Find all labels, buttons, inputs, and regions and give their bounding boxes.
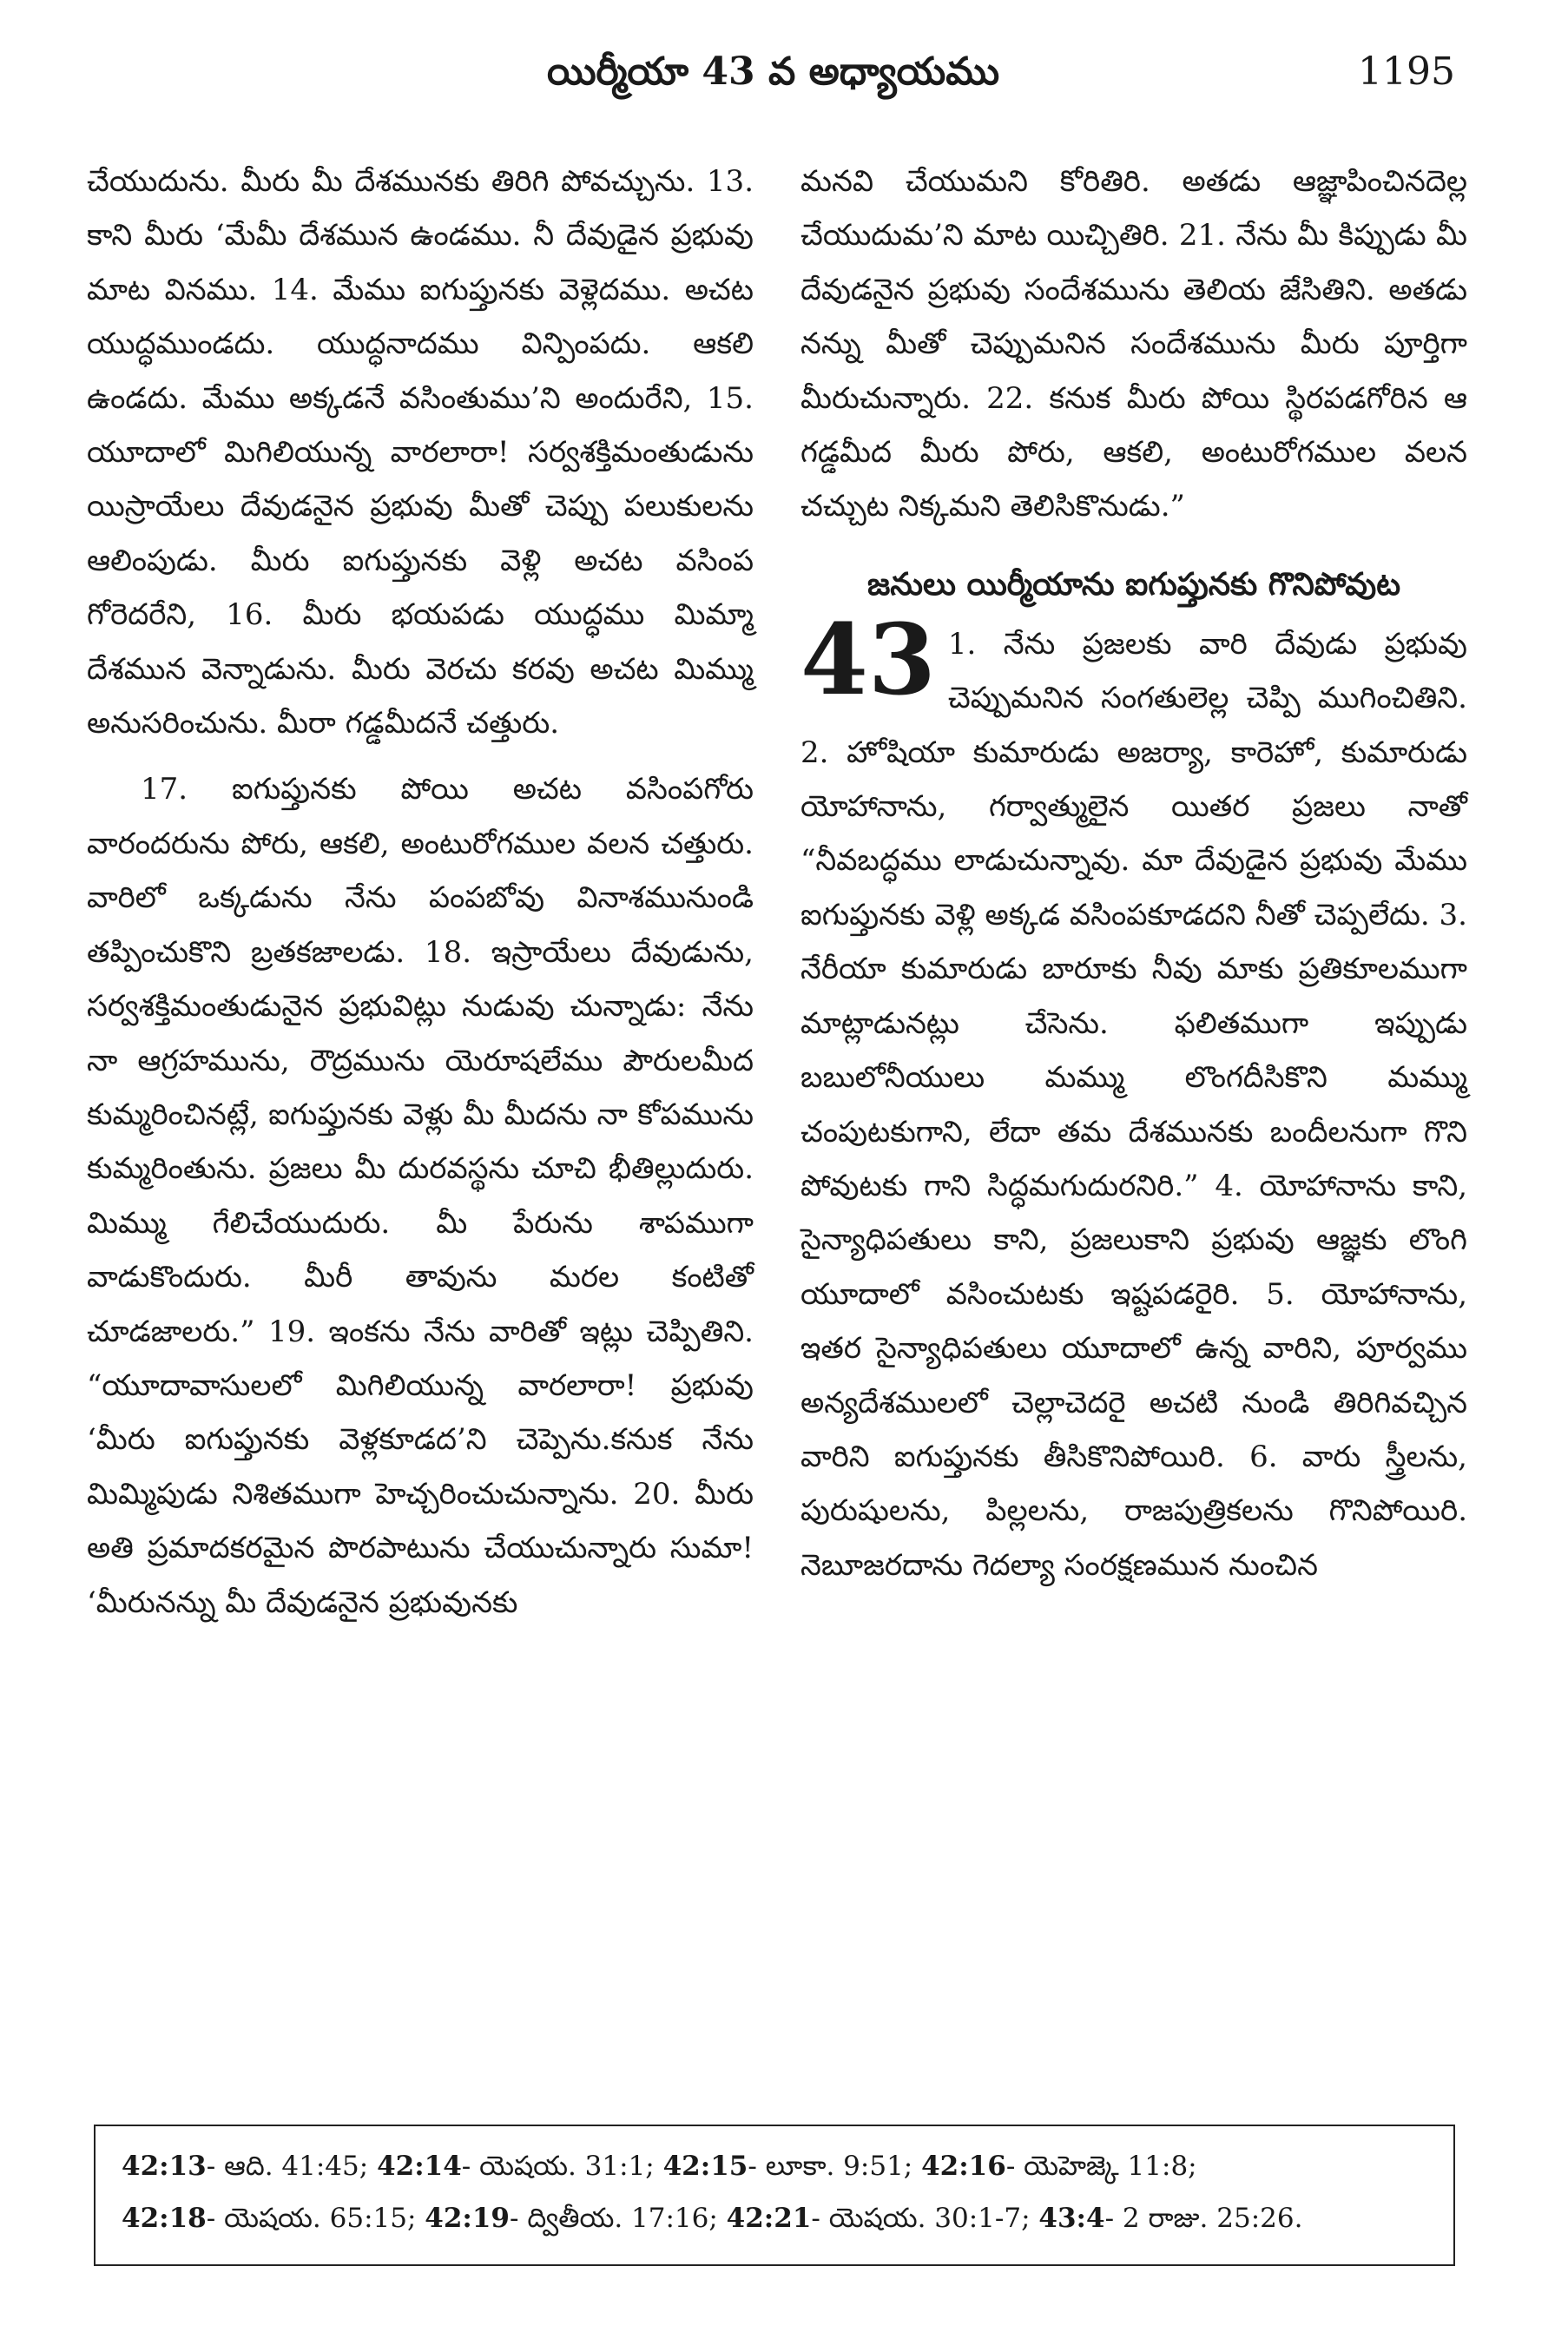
cross-reference: 42:18- యెషయ. 65:15; (122, 2203, 417, 2234)
chapter-text: 1. నేను ప్రజలకు వారి దేవుడు ప్రభువు చెప్పుమనిన సంగతులెల్ల చెప్పి ముగించితిని. 2. హోషియా కుమారుడు అజర్యా, కారెహో, కుమారుడు యోహానాను, గర్వాత్ములైన యితర ప్రజలు నాతో “నీవబద్ధము లాడుచున్నావు. మా దేవుడైన ప్రభువు మేము ఐగుప్తునకు వెళ్లి అక్కడ వసింపకూడదని నీతో చెప్పలేదు. 3. నేరీయా కుమారుడు బారూకు నీవు మాకు ప్రతికూలముగా మాట్లాడునట్లు చేసెను. ఫలితముగా ఇప్పుడు బబులోనీయులు మమ్ము లొంగదీసికొని మమ్ము చంపుటకుగాని, లేదా తమ దేశమునకు బందీలనుగా గొని పోవుటకు గాని సిద్ధమగుదురనిరి.” 4. యోహానాను కాని, సైన్యాధిపతులు కాని, ప్రజలుకాని ప్రభువు ఆజ్ఞకు లొంగి యూదాలో వసించుటకు ఇష్టపడరైరి. 5. యోహానాను, ఇతర సైన్యాధిపతులు యూదాలో ఉన్న వారిని, పూర్వము అన్యదేశములలో చెల్లాచెదరై అచటి నుండి తిరిగివచ్చిన వారిని ఐగుప్తునకు తీసికొనిపోయిరి. 6. వారు స్త్రీలను, పురుషులను, పిల్లలను, రాజపుత్రికలను గొనిపోయిరి. నెబూజరదాను గెదల్యా సంరక్షణమున నుంచిన (800, 626, 1467, 1583)
xref-target: ద్వితీయ. 17:16; (527, 2203, 718, 2234)
xref-verse: 42:21 (726, 2203, 812, 2234)
xref-target: 2 రాజు. 25:26. (1122, 2203, 1303, 2234)
cross-reference: 42:19- ద్వితీయ. 17:16; (425, 2203, 718, 2234)
xref-verse: 42:14 (377, 2151, 462, 2182)
verse-paragraph: మనవి చేయుమని కోరితిరి. అతడు ఆజ్ఞాపించినదెల్ల చేయుదుమ’ని మాట యిచ్చితిరి. 21. నేను మీ కిప్పుడు మీ దేవుడనైన ప్రభువు సందేశమును తెలియ జేసితిని. అతడు నన్ను మీతో చెప్పుమనిన సందేశమును మీరు పూర్తిగా మీరుచున్నారు. 22. కనుక మీరు పోయి స్థిరపడగోరిన ఆ గడ్డమీద మీరు పోరు, ఆకలి, అంటురోగముల వలన చచ్చుట నిక్కమని తెలిసికొనుడు.” (800, 164, 1467, 524)
right-column (800, 155, 1467, 1592)
cross-reference: 42:15- లూకా. 9:51; (662, 2151, 913, 2182)
page-header (91, 39, 1455, 117)
xref-verse: 42:13 (122, 2151, 207, 2182)
cross-reference: 42:13- ఆది. 41:45; (122, 2151, 369, 2182)
verse-paragraph: 17. ఐగుప్తునకు పోయి అచట వసింపగోరు వారందరును పోరు, ఆకలి, అంటురోగముల వలన చత్తురు. వారిలో ఒక్కడును నేను పంపబోవు వినాశమునుండి తప్పించుకొని బ్రతకజాలడు. 18. ఇస్రాయేలు దేవుడును, సర్వశక్తిమంతుడునైన ప్రభువిట్లు నుడువు చున్నాడు: నేను నా ఆగ్రహమును, రౌద్రమును యెరూషలేము పౌరులమీద కుమ్మరించినట్లే, ఐగుప్తునకు వెళ్లు మీ మీదను నా కోపమును కుమ్మరింతును. ప్రజలు మీ దురవస్థను చూచి భీతిల్లుదురు. మిమ్ము గేలిచేయుదురు. మీ పేరును శాపముగా వాడుకొందురు. మీరీ తావును మరల కంటితో చూడజాలరు.” 19. ఇంకను నేను వారితో ఇట్లు చెప్పితిని. “యూదావాసులలో మిగిలియున్న వారలారా! ప్రభువు ‘మీరు ఐగుప్తునకు వెళ్లకూడద’ని చెప్పెను.కనుక నేను మిమ్మిపుడు నిశితముగా హెచ్చరించుచున్నాను. 20. మీరు అతి ప్రమాదకరమైన పొరపాటును చేయుచున్నారు సుమా! ‘మీరునన్ను మీ దేవుడనైన ప్రభువునకు (87, 772, 754, 1620)
xref-verse: 43:4 (1038, 2203, 1105, 2234)
cross-reference: 42:16- యెహెజ్కె 11:8; (921, 2151, 1197, 2182)
xref-target: ఆది. 41:45; (224, 2151, 369, 2182)
xref-target: యెషయ. 30:1-7; (828, 2203, 1031, 2234)
cross-reference: 42:21- యెషయ. 30:1-7; (726, 2203, 1031, 2234)
running-title: యిర్మీయా 43 వ అధ్యాయము (546, 49, 1000, 94)
page-number: 1195 (1358, 49, 1455, 94)
xref-verse: 42:19 (425, 2203, 510, 2234)
xref-target: యెషయ. 65:15; (224, 2203, 417, 2234)
verse-paragraph: చేయుదును. మీరు మీ దేశమునకు తిరిగి పోవచ్చును. 13. కాని మీరు ‘మేమీ దేశమున ఉండము. నీ దేవుడైన ప్రభువు మాట వినము. 14. మేము ఐగుప్తునకు వెళ్లెదము. అచట యుద్ధముండదు. యుద్ధనాదము విన్పింపదు. ఆకలి ఉండదు. మేము అక్కడనే వసింతుము’ని అందురేని, 15. యూదాలో మిగిలియున్న వారలారా! సర్వశక్తిమంతుడును యిస్రాయేలు దేవుడనైన ప్రభువు మీతో చెప్పు పలుకులను ఆలింపుడు. మీరు ఐగుప్తునకు వెళ్లి అచట వసింప గోరెదరేని, 16. మీరు భయపడు యుద్ధము మిమ్మా దేశమున వెన్నాడును. మీరు వెరచు కరవు అచట మిమ్ము అనుసరించును. మీరా గడ్డమీదనే చత్తురు. (87, 164, 754, 741)
xref-verse: 42:18 (122, 2203, 207, 2234)
section-heading: జనులు యిర్మీయాను ఐగుప్తునకు గొనిపోవుట (866, 565, 1401, 603)
xref-target: లూకా. 9:51; (765, 2151, 913, 2182)
chapter-paragraph (800, 603, 1467, 1592)
cross-reference: 43:4- 2 రాజు. 25:26. (1038, 2203, 1303, 2234)
cross-reference: 42:14- యెషయ. 31:1; (377, 2151, 655, 2182)
left-column (87, 155, 754, 1630)
chapter-number: 43 (800, 603, 936, 717)
xref-verse: 42:15 (662, 2151, 748, 2182)
xref-target: యెహెజ్కె 11:8; (1024, 2151, 1197, 2182)
xref-verse: 42:16 (921, 2151, 1006, 2182)
xref-target: యెషయ. 31:1; (479, 2151, 655, 2182)
cross-reference-box (94, 2125, 1455, 2266)
